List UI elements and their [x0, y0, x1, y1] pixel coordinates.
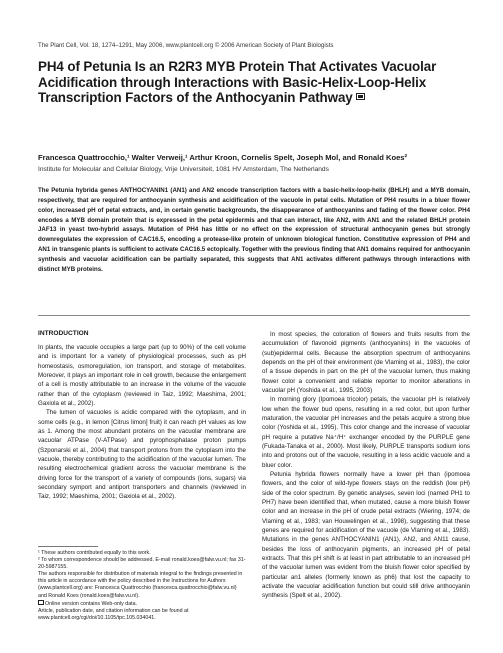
body-paragraph-3: Petunia hybrida flowers normally have a lower pH than (ipomoea flowers, and the color of wild-type flowers stays on the reddish (low pH) side of the color spectrum. By genetic analyses, seven loci (named PH1 to PH7) have been identified that, when mutated, cause a more bluish flower color and an increase in the pH of crude petal extracts (Wiering, 1974; de Vlaming et al., 1983; van Houwelingen et al., 1998), suggesting that these genes are required for acidification of the vacuole (de Vlaming et al., 1983). Mutations in the genes ANTHOCYANIN1 (AN1), AN2, and AN11 cause, besides the loss of anthocyanin pigments, an increased pH of petal extracts. That this pH shift is at least in part attributable to an increased pH of the vacuolar lumen was evident from the bluish flower color specified by particular an1 alleles (formerly known as ph6) that lost the capacity to activate the vacuolar acidification function but could still drive anthocyanin synthesis (Spelt et al., 2002).: [262, 470, 470, 600]
body-paragraph-2: In morning glory (Ipomoea tricolor) petals, the vacuolar pH is relatively low when the flower bud opens, resulting in a red color, but upon further maturation, the vacuolar pH increases and the petals acquire a strong blue color (Yoshida et al., 1995). This color change and the increase of vacuolar pH require a putative Na⁺/H⁺ exchanger encoded by the PURPLE gene (Fukada-Tanaka et al., 2000). Most likely, PURPLE transports sodium ions into and protons out of the vacuole, resulting in a less acidic vacuole and a bluer color.: [262, 396, 470, 469]
intro-paragraph-1: In plants, the vacuole occupies a large part (up to 90%) of the cell volume and is important for a variety of physiological processes, such as pH homeostasis, osmoregulation, ion transport, and storage of metabolites. Moreover, it plays an important role in cell growth, because the enlargement of a cell is mostly attributable to an increase in the volume of the vacuole rather than of the cytoplasm (reviewed in Taiz, 1992; Maeshima, 2001; Gaxiola et al., 2002).: [38, 344, 246, 407]
article-title: [38, 59, 478, 106]
section-heading-introduction: INTRODUCTION: [38, 330, 89, 337]
running-head: The Plant Cell, Vol. 18, 1274–1291, May 2006, www.plantcell.org © 2006 American Society of Plant Biologists: [38, 42, 334, 49]
footnote-correspondence: ² To whom correspondence should be addressed. E-mail ronald.koes@falw.vu.nl; fax 31-20-5987155.: [38, 557, 246, 571]
footnote-divider: [38, 546, 98, 547]
online-version-icon: [356, 93, 365, 100]
abstract-divider: [38, 315, 470, 316]
right-column: [262, 330, 470, 601]
intro-paragraph-2: The lumen of vacuoles is acidic compared with the cytoplasm, and in some cells (e.g., in lemon [Citrus limon] fruit) it can reach pH values as low as 1. Among the most abundant proteins on the vacuolar membrane are vacuolar ATPase (V-ATPase) and pyrophosphatase proton pumps (Szponarski et al., 2004) that transport protons from the cytoplasm into the vacuole, thereby contributing to the acidification of the vacuolar lumen. The resulting electrochemical gradient across the vacuolar membrane is the driving force for the transport of a variety of compounds (ions, sugars) via secondary symport and antiport transporters and channels (reviewed in Taiz, 1992; Maeshima, 2001; Gaxiola et al., 2002).: [38, 409, 246, 501]
footnote-online: [38, 600, 246, 608]
footnote-citation: Article, publication date, and citation information can be found at www.plantcell.org/cgi/doi/10.1105/tpc.105.034041.: [38, 607, 189, 621]
footnote-equal-contribution: ¹ These authors contributed equally to this work.: [38, 550, 151, 556]
body-paragraph-1: In most species, the coloration of flowers and fruits results from the accumulation of flavonoid pigments (anthocyanins) in the vacuoles of (sub)epidermal cells. Because the absorption spectrum of anthocyanins depends on the pH of their environment (de Vlaming et al., 1983), the color of a tissue depends in part on the pH of the vacuolar lumen, thus making flower color a convenient and reliable reporter to monitor alterations in vacuolar pH (Yoshida et al., 1995, 2003): [262, 331, 470, 394]
online-version-icon: [38, 600, 44, 605]
left-column: [38, 330, 246, 502]
footnotes: [38, 546, 246, 622]
title-text: PH4 of Petunia Is an R2R3 MYB Protein That Activates Vacuolar Acidification through Interactions with Basic-Helix-Loop-Helix Transcription Factors of the Anthocyanin Pathway: [38, 59, 437, 106]
footnote-online-text: Online version contains Web-only data.: [45, 600, 138, 607]
affiliation: Institute for Molecular and Cellular Biology, Vrije Universiteit, 1081 HV Amsterdam, The Netherlands: [38, 166, 329, 173]
footnote-materials: The authors responsible for distribution of materials integral to the findings presented in this article in accordance with the policy described in the Instructions for Authors (www.plantcell.org) are: Francesca Quattrocchio (francesca.quattrocchio@falw.vu.nl) and Ronald Koes (ronald.koes@falw.vu.nl).: [38, 571, 243, 599]
abstract: The Petunia hybrida genes ANTHOCYANIN1 (AN1) and AN2 encode transcription factors with a basic-helix-loop-helix (BHLH) and a MYB domain, respectively, that are required for anthocyanin synthesis and acidification of the vacuole in petal cells. Mutation of PH4 results in a bluer flower color, increased pH of petal extracts, and, in certain genetic backgrounds, the disappearance of anthocyanins and fading of the flower color. PH4 encodes a MYB domain protein that is expressed in the petal epidermis and that can interact, like AN2, with AN1 and the related BHLH protein JAF13 in yeast two-hybrid assays. Mutation of PH4 has little or no effect on the expression of structural anthocyanin genes but strongly downregulates the expression of CAC16.5, encoding a protease-like protein of unknown biological function. Constitutive expression of PH4 and AN1 in transgenic plants is sufficient to activate CAC16.5 ectopically. Together with the previous finding that AN1 domains required for anthocyanin synthesis and vacuolar acidification can be partially separated, this suggests that AN1 activates different pathways through interactions with distinct MYB proteins.: [38, 187, 470, 273]
author-list: Francesca Quattrocchio,¹ Walter Verweij,¹ Arthur Kroon, Cornelis Spelt, Joseph Mol, and Ronald Koes²: [38, 153, 408, 162]
